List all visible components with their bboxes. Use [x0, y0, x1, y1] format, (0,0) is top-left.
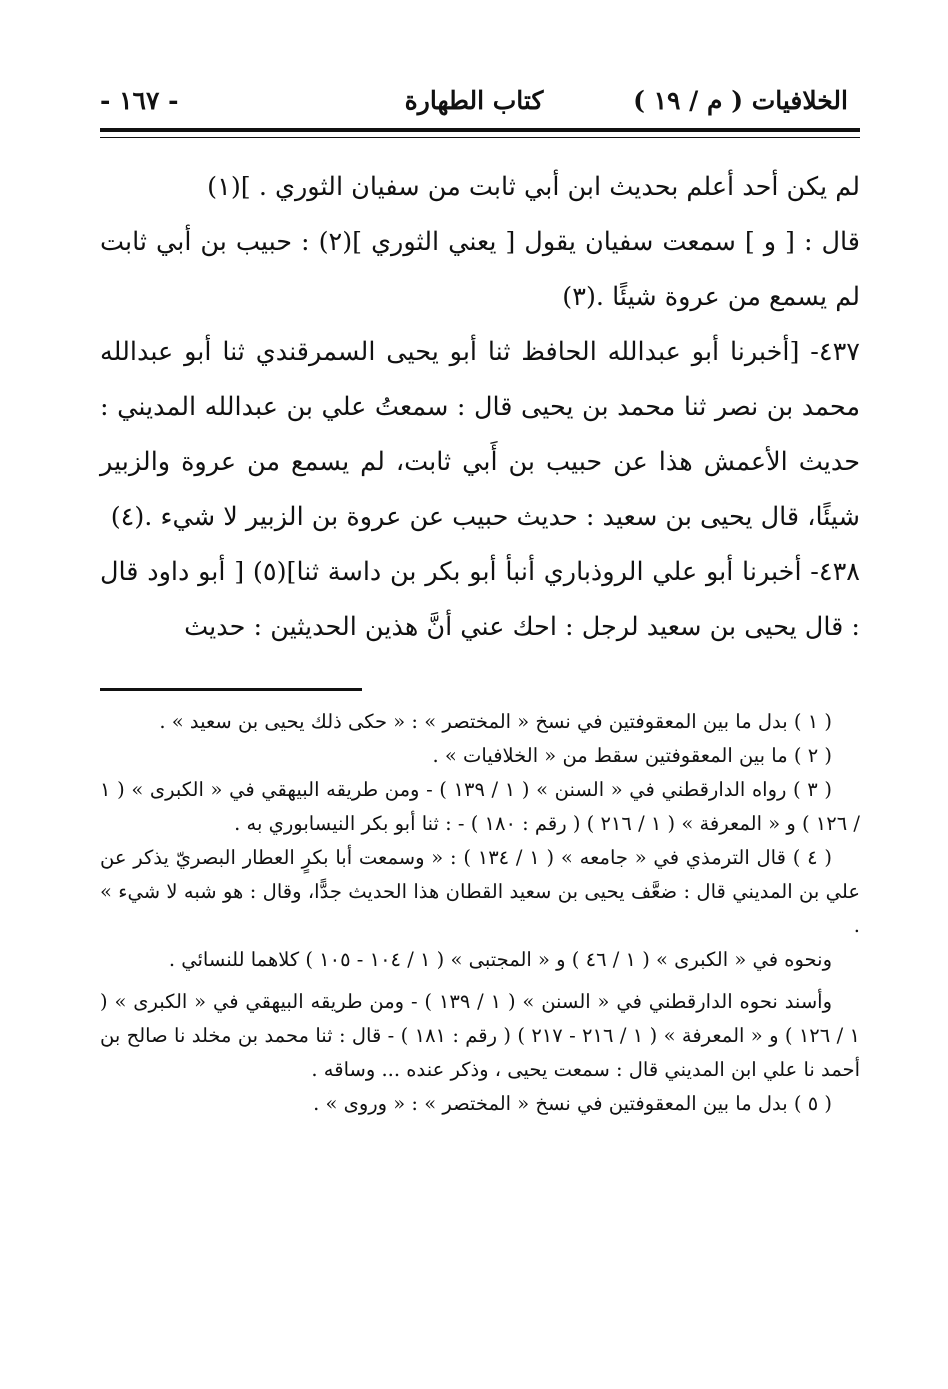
footnote: ( ٤ ) قال الترمذي في « جامعه » ( ١ / ١٣٤ ) : « وسمعت أبا بكرٍ العطار البصريّ يذكر عن علي بن المديني قال : ضعَّف يحيى بن سعيد القطان هذا الحديث جدًّا، وقال : هو شبه لا شيء » .: [100, 846, 860, 937]
paragraph: ٤٣٨- أخبرنا أبو علي الروذباري أنبأ أبو بكر بن داسة ثنا](٥) [ أبو داود قال : قال يحيى بن سعيد لرجل : احك عني أنَّ هذين الحديثين : حديث: [100, 557, 860, 642]
footnotes: [100, 705, 860, 1121]
chapter-title: كتاب الطهارة: [404, 86, 544, 115]
header-rule-thin: [100, 137, 860, 138]
footnote-continuation: وأسند نحوه الدارقطني في « السنن » ( ١ / ١٣٩ ) - ومن طريقه البيهقي في « الكبرى » ( ١ / ١٢٦ ) و « المعرفة » ( ١ / ٢١٦ - ٢١٧ ) ( رقم : ١٨١ ) - قال : ثنا محمد بن مخلد نا صالح بن أحمد نا علي ابن المديني قال : سمعت يحيى ، وذكر عنده ... وساقه .: [100, 990, 861, 1081]
footnote-continuation: ونحوه في « الكبرى » ( ١ / ٤٦ ) و « المجتبى » ( ١ / ١٠٤ - ١٠٥ ) كلاهما للنسائي .: [168, 948, 832, 971]
footnote: ( ٢ ) ما بين المعقوفتين سقط من « الخلافيات » .: [432, 744, 832, 767]
paragraph: ٤٣٧- [أخبرنا أبو عبدالله الحافظ ثنا أبو يحيى السمرقندي ثنا أبو عبدالله محمد بن نصر ثنا محمد بن يحيى قال : سمعتُ علي بن عبدالله المديني : حديث الأعمش هذا عن حبيب بن أَبي ثابت، لم يسمع من عروة والزبير شيئًا، قال يحيى بن سعيد : حديث حبيب عن عروة بن الزبير لا شيء .(٤): [100, 337, 860, 532]
book-title: الخلافيات ( م / ١٩ ): [633, 86, 848, 115]
paragraph: لم يكن أحد أعلم بحديث ابن أبي ثابت من سفيان الثوري . ](١): [207, 172, 860, 202]
paragraph: قال : [ و ] سمعت سفيان يقول [ يعني الثوري ](٢) : حبيب بن أبي ثابت لم يسمع من عروة شيئًا .(٣): [100, 227, 860, 312]
footnote: ( ١ ) بدل ما بين المعقوفتين في نسخ « المختصر » : « حكى ذلك يحيى بن سعيد » .: [159, 710, 832, 733]
main-text: [100, 160, 860, 655]
footnote: ( ٥ ) بدل ما بين المعقوفتين في نسخ « المختصر » : « وروى » .: [313, 1092, 832, 1115]
page-number: - ١٦٧ -: [100, 86, 179, 115]
footnote-separator: [100, 688, 362, 691]
header-rule-thick: [100, 128, 860, 132]
running-header: [100, 78, 848, 126]
footnote: ( ٣ ) رواه الدارقطني في « السنن » ( ١ / ١٣٩ ) - ومن طريقه البيهقي في « الكبرى » ( ١ / ١٢٦ ) و « المعرفة » ( ١ / ٢١٦ ) ( رقم : ١٨٠ ) - : ثنا أبو بكر النيسابوري به .: [100, 778, 860, 835]
